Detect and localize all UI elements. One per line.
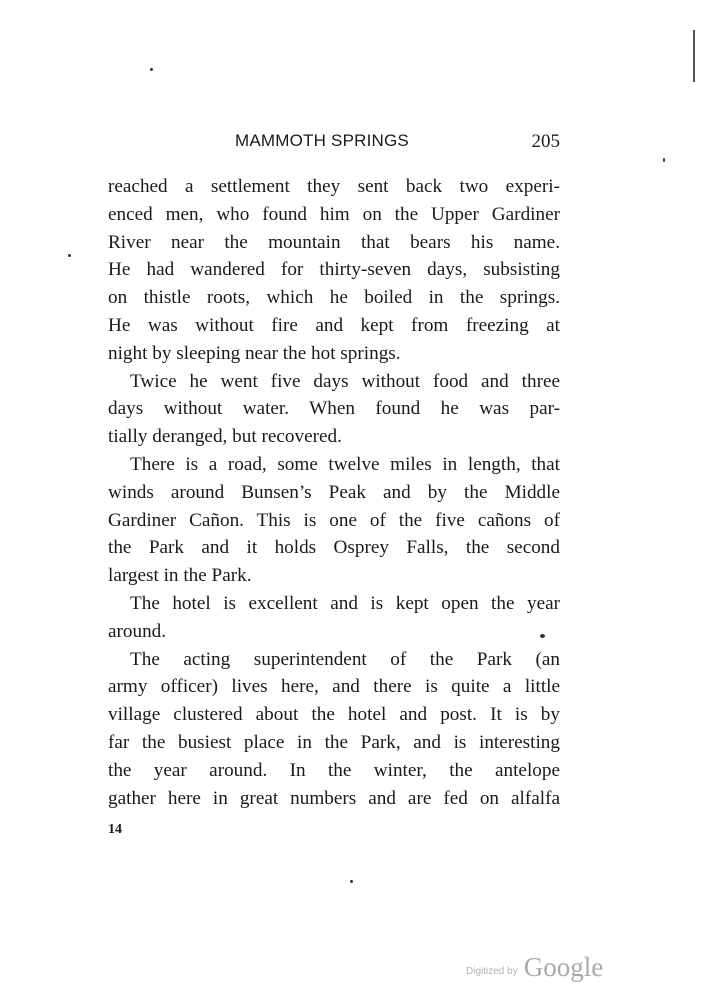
- text-line: far the busiest place in the Park, and is interesting: [108, 731, 560, 753]
- text-line: the Park and it holds Osprey Falls, the second: [108, 537, 560, 559]
- running-header: [108, 131, 560, 155]
- text-line: River near the mountain that bears his name.: [108, 231, 560, 253]
- watermark-caption: Digitized by: [466, 966, 518, 977]
- text-line: Gardiner Cañon. This is one of the five cañons of: [108, 509, 560, 531]
- running-title: MAMMOTH SPRINGS: [235, 131, 409, 150]
- text-line: enced men, who found him on the Upper Gardiner: [108, 203, 560, 225]
- text-line: days without water. When found he was par-: [108, 398, 560, 420]
- ink-speck: [68, 254, 71, 257]
- text-line: winds around Bunsen’s Peak and by the Middle: [108, 481, 560, 503]
- ink-speck: [150, 68, 153, 71]
- text-line: gather here in great numbers and are fed on alfalfa: [108, 787, 560, 809]
- text-line: tially deranged, but recovered.: [108, 426, 342, 448]
- page-number: 205: [531, 131, 560, 152]
- text-line: He was without fire and kept from freezing at: [108, 314, 560, 336]
- page-edge-line: [693, 30, 695, 82]
- text-line: the year around. In the winter, the antelope: [108, 759, 560, 781]
- text-line: night by sleeping near the hot springs.: [108, 342, 401, 364]
- text-line: reached a settlement they sent back two experi-: [108, 176, 560, 197]
- text-line: on thistle roots, which he boiled in the springs.: [108, 287, 560, 309]
- text-line: The acting superintendent of the Park (an: [130, 648, 560, 670]
- text-line: The hotel is excellent and is kept open the year: [130, 592, 560, 614]
- text-line: army officer) lives here, and there is quite a little: [108, 676, 560, 698]
- signature-mark: 14: [108, 822, 122, 837]
- body-text: [108, 173, 560, 812]
- text-line: Twice he went five days without food and three: [130, 370, 560, 392]
- digitization-watermark: [466, 952, 603, 983]
- google-logo: Google: [523, 952, 604, 982]
- text-line: He had wandered for thirty-seven days, subsisting: [108, 259, 560, 281]
- text-line: largest in the Park.: [108, 565, 252, 587]
- text-line: around.: [108, 620, 167, 642]
- ink-speck: [350, 880, 353, 883]
- ink-speck: [663, 158, 665, 162]
- text-line: village clustered about the hotel and post. It is by: [108, 704, 560, 726]
- text-line: There is a road, some twelve miles in length, that: [130, 453, 560, 475]
